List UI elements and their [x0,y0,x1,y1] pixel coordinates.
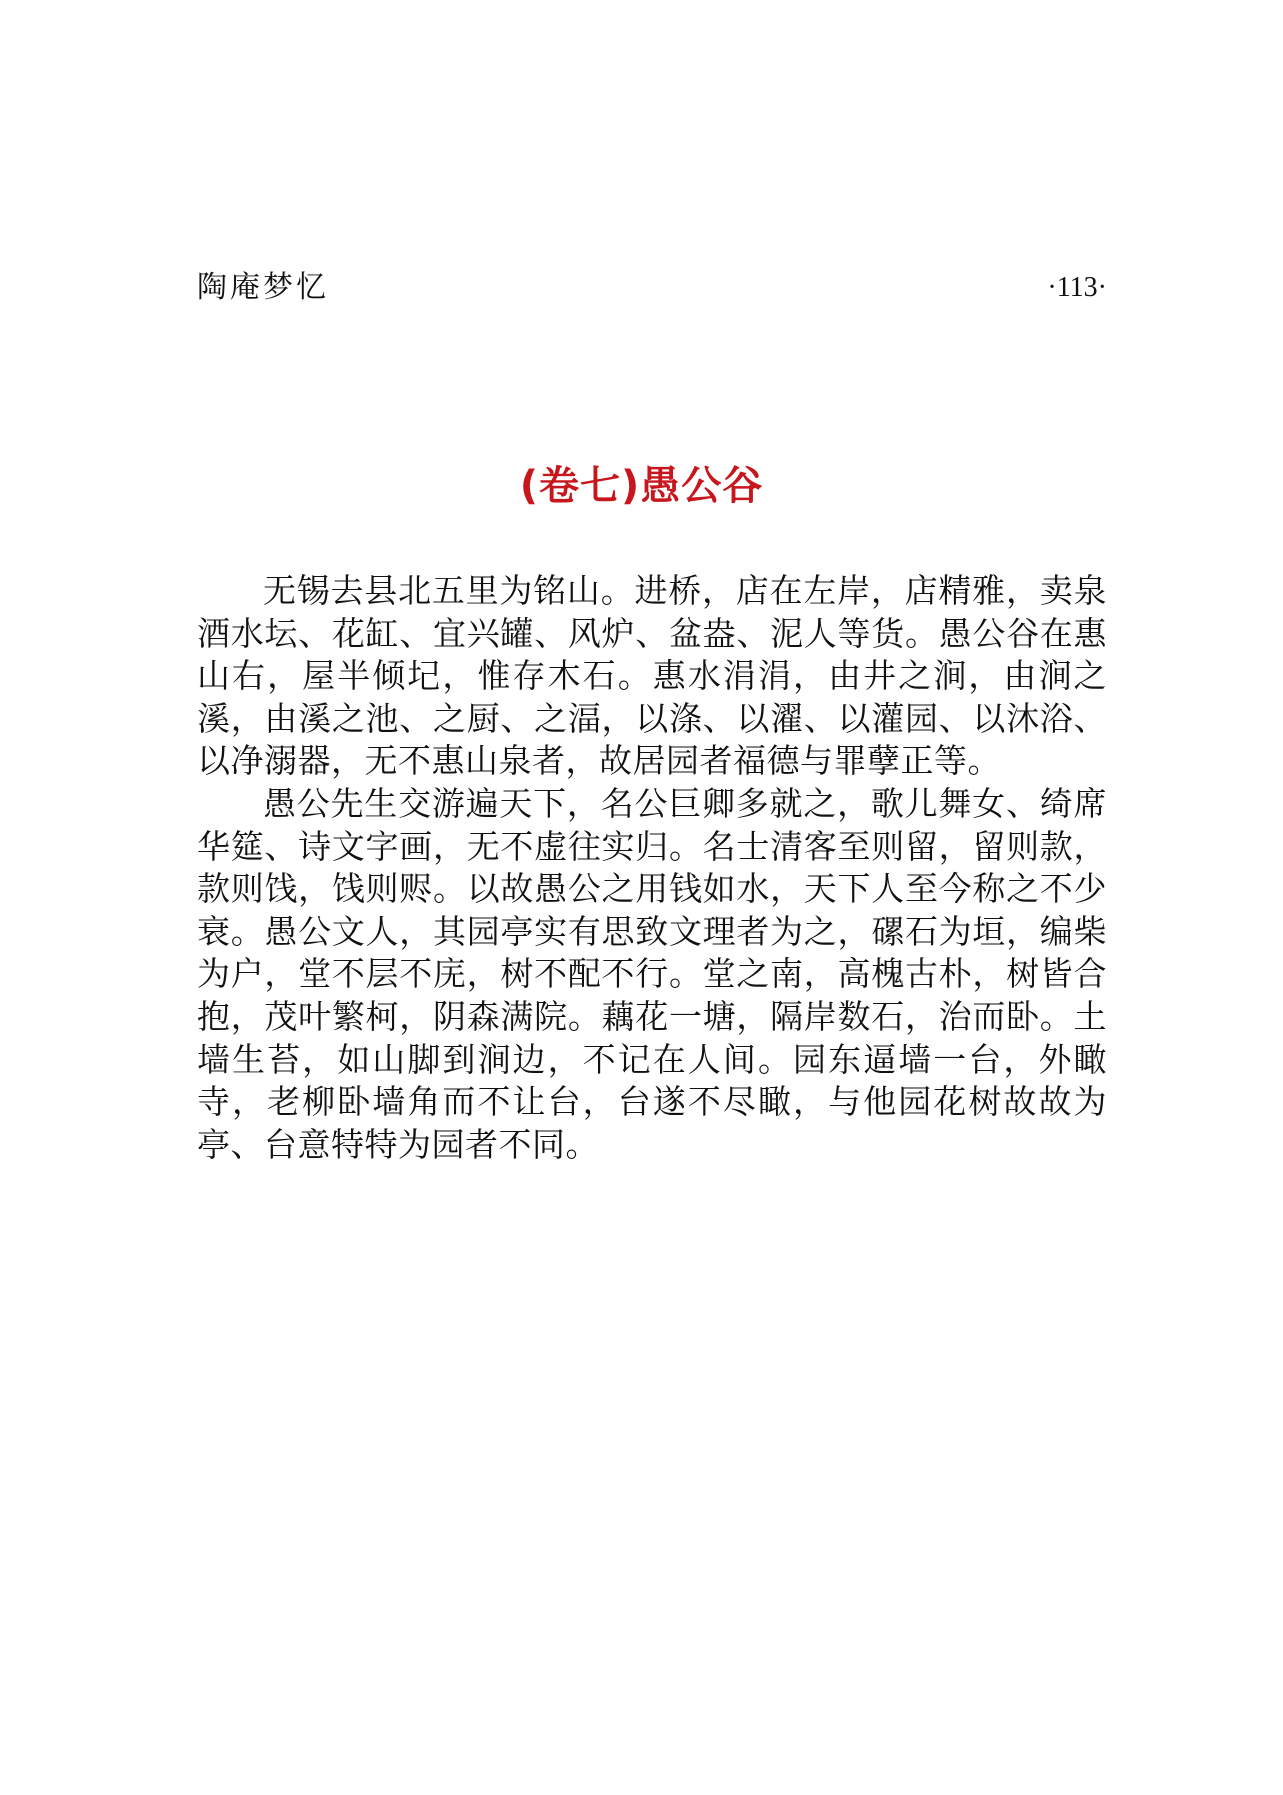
page-number: ·113· [1047,272,1107,303]
paragraph: 无锡去县北五里为铭山。进桥，店在左岸，店精雅，卖泉酒水坛、花缸、宜兴罐、风炉、盆盎、泥人等货。愚公谷在惠山右，屋半倾圮，惟存木石。惠水涓涓，由井之涧，由涧之溪，由溪之池、之厨、之湢，以涤、以濯、以灌园、以沐浴、以净溺器，无不惠山泉者，故居园者福德与罪孽正等。 [197,571,1107,781]
book-title: 陶庵梦忆 [197,270,329,305]
running-header [197,268,1107,308]
chapter-title: (卷七)愚公谷 [519,463,764,509]
body-text [197,570,1107,1166]
paragraph: 愚公先生交游遍天下，名公巨卿多就之，歌儿舞女、绮席华筵、诗文字画，无不虚往实归。名士清客至则留，留则款，款则饯，饯则赆。以故愚公之用钱如水，天下人至今称之不少衰。愚公文人，其园亭实有思致文理者为之，磥石为垣，编柴为户，堂不层不庑，树不配不行。堂之南，高槐古朴，树皆合抱，茂叶繁柯，阴森满院。藕花一塘，隔岸数石，治而卧。土墙生苔，如山脚到涧边，不记在人间。园东逼墙一台，外瞰寺，老柳卧墙角而不让台，台遂不尽瞰，与他园花树故故为亭、台意特特为园者不同。 [197,783,1107,1164]
